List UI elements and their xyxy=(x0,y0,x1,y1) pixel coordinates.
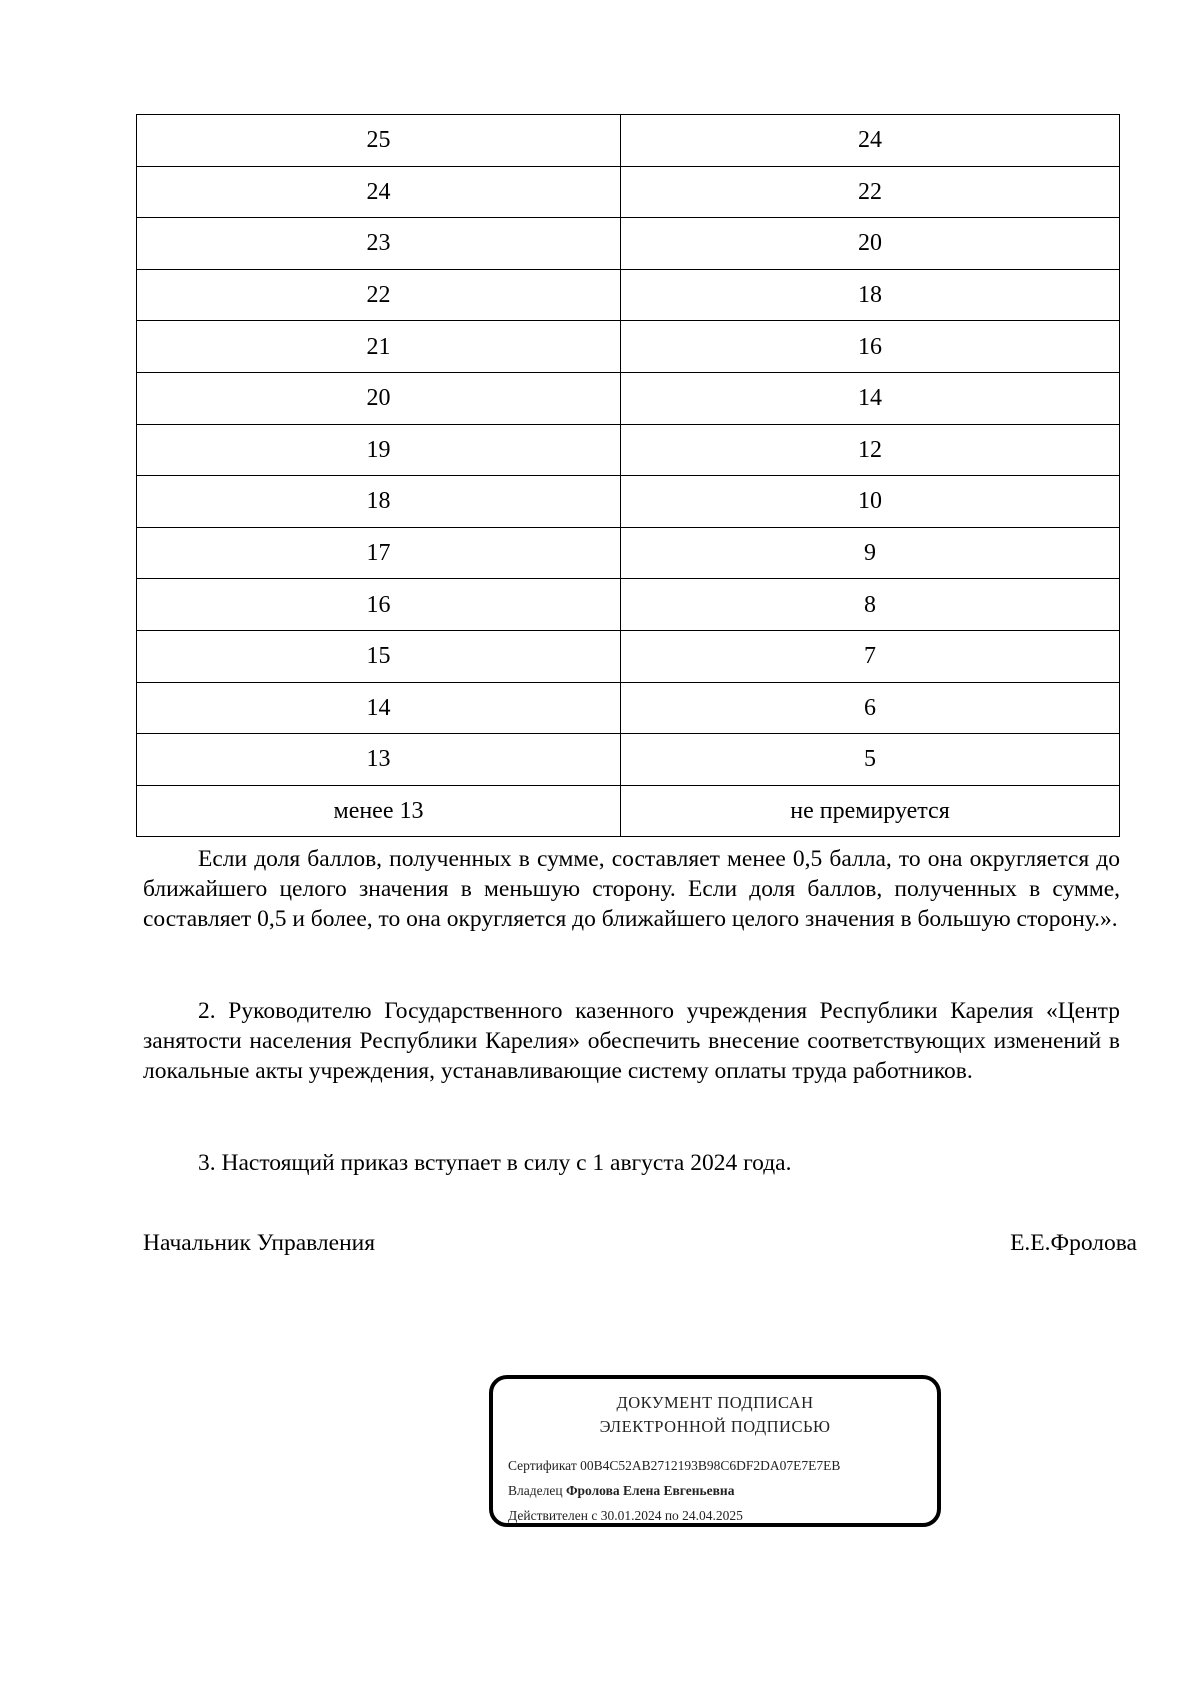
score-cell: 15 xyxy=(137,630,621,682)
table-row xyxy=(137,630,1120,682)
bonus-cell: 24 xyxy=(621,115,1120,167)
instruction-paragraph: 2. Руководителю Государственного казенного учреждения Республики Карелия «Центр занятости населения Республики Карелия» обеспечить внесение соответствующих изменений в локальные акты учреждения, устанавливающие систему оплаты труда работников. xyxy=(143,998,1120,1084)
stamp-title-line1: ДОКУМЕНТ ПОДПИСАН xyxy=(616,1393,814,1412)
stamp-validity-row xyxy=(508,1508,743,1524)
bonus-cell: 12 xyxy=(621,424,1120,476)
bonus-cell: 6 xyxy=(621,682,1120,734)
bonus-cell: 5 xyxy=(621,734,1120,786)
stamp-certificate-row xyxy=(508,1458,840,1474)
score-cell: 14 xyxy=(137,682,621,734)
table-row xyxy=(137,115,1120,167)
stamp-certificate-value: 00B4C52AB2712193B98C6DF2DA07E7E7EB xyxy=(580,1458,841,1473)
stamp-owner-value: Фролова Елена Евгеньевна xyxy=(565,1483,735,1498)
table-row xyxy=(137,372,1120,424)
bonus-cell: 9 xyxy=(621,527,1120,579)
bonus-cell: не премируется xyxy=(621,785,1120,837)
score-cell: 21 xyxy=(137,321,621,373)
stamp-valid-from: 30.01.2024 xyxy=(600,1508,662,1523)
score-table-body xyxy=(137,115,1120,837)
stamp-valid-to-prefix: по xyxy=(664,1508,679,1523)
score-cell: 24 xyxy=(137,166,621,218)
bonus-cell: 8 xyxy=(621,579,1120,631)
stamp-certificate-label: Сертификат xyxy=(508,1458,577,1473)
bonus-cell: 18 xyxy=(621,269,1120,321)
score-table xyxy=(136,114,1120,837)
bonus-cell: 10 xyxy=(621,476,1120,528)
table-row xyxy=(137,476,1120,528)
stamp-title-line2: ЭЛЕКТРОННОЙ ПОДПИСЬЮ xyxy=(599,1417,831,1436)
score-cell: 19 xyxy=(137,424,621,476)
effective-date-paragraph: 3. Настоящий приказ вступает в силу с 1 августа 2024 года. xyxy=(198,1150,792,1176)
score-cell: 23 xyxy=(137,218,621,270)
score-cell: 13 xyxy=(137,734,621,786)
table-row xyxy=(137,166,1120,218)
bonus-cell: 14 xyxy=(621,372,1120,424)
stamp-valid-to: 24.04.2025 xyxy=(682,1508,743,1523)
table-row xyxy=(137,734,1120,786)
stamp-owner-label: Владелец xyxy=(508,1483,563,1498)
table-row xyxy=(137,579,1120,631)
bonus-cell: 7 xyxy=(621,630,1120,682)
electronic-signature-stamp xyxy=(489,1375,941,1527)
score-cell: 25 xyxy=(137,115,621,167)
score-cell: 18 xyxy=(137,476,621,528)
stamp-valid-from-prefix: с xyxy=(591,1508,598,1523)
table-row xyxy=(137,269,1120,321)
score-cell: менее 13 xyxy=(137,785,621,837)
table-row xyxy=(137,424,1120,476)
bonus-cell: 20 xyxy=(621,218,1120,270)
signatory-name: Е.Е.Фролова xyxy=(1010,1230,1137,1256)
table-row xyxy=(137,321,1120,373)
table-row xyxy=(137,218,1120,270)
score-cell: 17 xyxy=(137,527,621,579)
rounding-paragraph: Если доля баллов, полученных в сумме, составляет менее 0,5 балла, то она округляется до ближайшего целого значения в меньшую сторону. Если доля баллов, полученных в сумме, составляет 0,5 и более, то она округляется до ближайшего целого значения в большую сторону.». xyxy=(143,846,1120,932)
score-cell: 20 xyxy=(137,372,621,424)
score-cell: 22 xyxy=(137,269,621,321)
bonus-cell: 16 xyxy=(621,321,1120,373)
table-row xyxy=(137,682,1120,734)
stamp-owner-row xyxy=(508,1483,734,1499)
table-row xyxy=(137,527,1120,579)
bonus-cell: 22 xyxy=(621,166,1120,218)
table-row xyxy=(137,785,1120,837)
signatory-position: Начальник Управления xyxy=(143,1230,376,1256)
score-cell: 16 xyxy=(137,579,621,631)
stamp-valid-label: Действителен xyxy=(508,1508,588,1523)
